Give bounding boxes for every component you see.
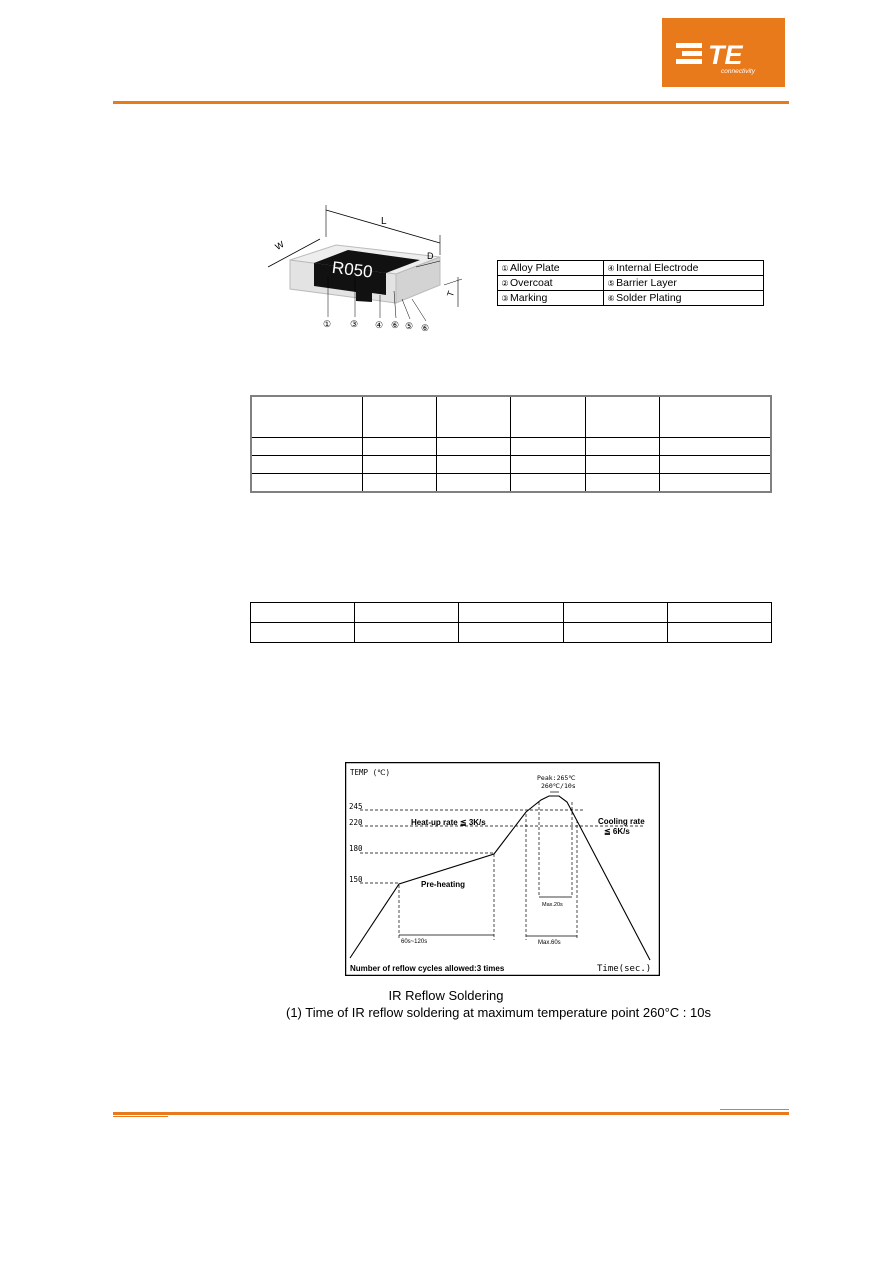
- chart-cooling-label-2: ≦ 6K/s: [604, 827, 630, 836]
- dim-l-label: L: [381, 216, 387, 227]
- legend-row: [498, 276, 764, 291]
- logo-subtext: connectivity: [721, 68, 755, 75]
- dimension-table: [250, 395, 772, 493]
- dim-t-label: T: [444, 289, 457, 299]
- chart-preheat-label: Pre-heating: [421, 880, 466, 889]
- callout-6: ⑥: [421, 323, 430, 333]
- chart-cycles-label: Number of reflow cycles allowed:3 times: [350, 964, 505, 973]
- legend-cell: ④Internal Electrode: [604, 261, 764, 276]
- legend-cell: ③Marking: [498, 291, 604, 306]
- dim-d-label: D: [427, 251, 434, 261]
- material-legend-table: [497, 260, 764, 306]
- te-logo: [662, 18, 785, 87]
- legend-row: [498, 261, 764, 276]
- callout-1: ①: [323, 319, 332, 329]
- y-tick-245: 245: [349, 802, 363, 811]
- y-tick-180: 180: [349, 844, 363, 853]
- chart-peak-label: Peak:265℃: [537, 774, 576, 782]
- chart-x-title: Time(sec.): [597, 964, 652, 974]
- callout-2: ③: [350, 319, 359, 329]
- chart-cooling-label-1: Cooling rate: [598, 817, 645, 826]
- callout-4: ⑥: [391, 320, 400, 330]
- chart-range-2: Max.60s: [538, 940, 561, 946]
- chart-caption-title: IR Reflow Soldering: [388, 988, 504, 1003]
- table-row: [251, 603, 772, 623]
- footer-accent-left: [113, 1116, 168, 1117]
- chart-y-title: TEMP (℃): [350, 768, 391, 777]
- table-row: [251, 438, 771, 456]
- footer-accent-right: [720, 1109, 789, 1110]
- resistor-drawing: [262, 205, 478, 340]
- footer-rule: [113, 1112, 789, 1115]
- chart-range-3: Max.20s: [542, 902, 563, 908]
- y-tick-220: 220: [349, 818, 363, 827]
- legend-cell: ①Alloy Plate: [498, 261, 604, 276]
- y-tick-150: 150: [349, 875, 363, 884]
- chart-caption-note: (1) Time of IR reflow soldering at maximum temperature point 260°C : 10s: [286, 1005, 711, 1020]
- resistor-marking: R050: [330, 257, 374, 282]
- legend-row: [498, 291, 764, 306]
- legend-cell: ②Overcoat: [498, 276, 604, 291]
- callout-5: ⑤: [405, 321, 414, 331]
- table-header-row: [251, 396, 771, 438]
- chart-range-1: 60s~120s: [401, 939, 428, 945]
- chart-heatup-label: Heat-up rate ≦ 3K/s: [411, 818, 486, 827]
- spec-table: [250, 602, 772, 643]
- legend-cell: ⑥Solder Plating: [604, 291, 764, 306]
- legend-cell: ⑤Barrier Layer: [604, 276, 764, 291]
- header-rule: [113, 101, 789, 104]
- callout-3: ④: [375, 320, 384, 330]
- dim-w-label: W: [273, 239, 286, 252]
- logo-text: TE: [708, 40, 743, 70]
- table-row: [251, 456, 771, 474]
- table-row: [251, 474, 771, 493]
- chart-peak-sub: 260℃/10s: [541, 782, 576, 790]
- reflow-profile-chart: [345, 762, 660, 976]
- table-row: [251, 623, 772, 643]
